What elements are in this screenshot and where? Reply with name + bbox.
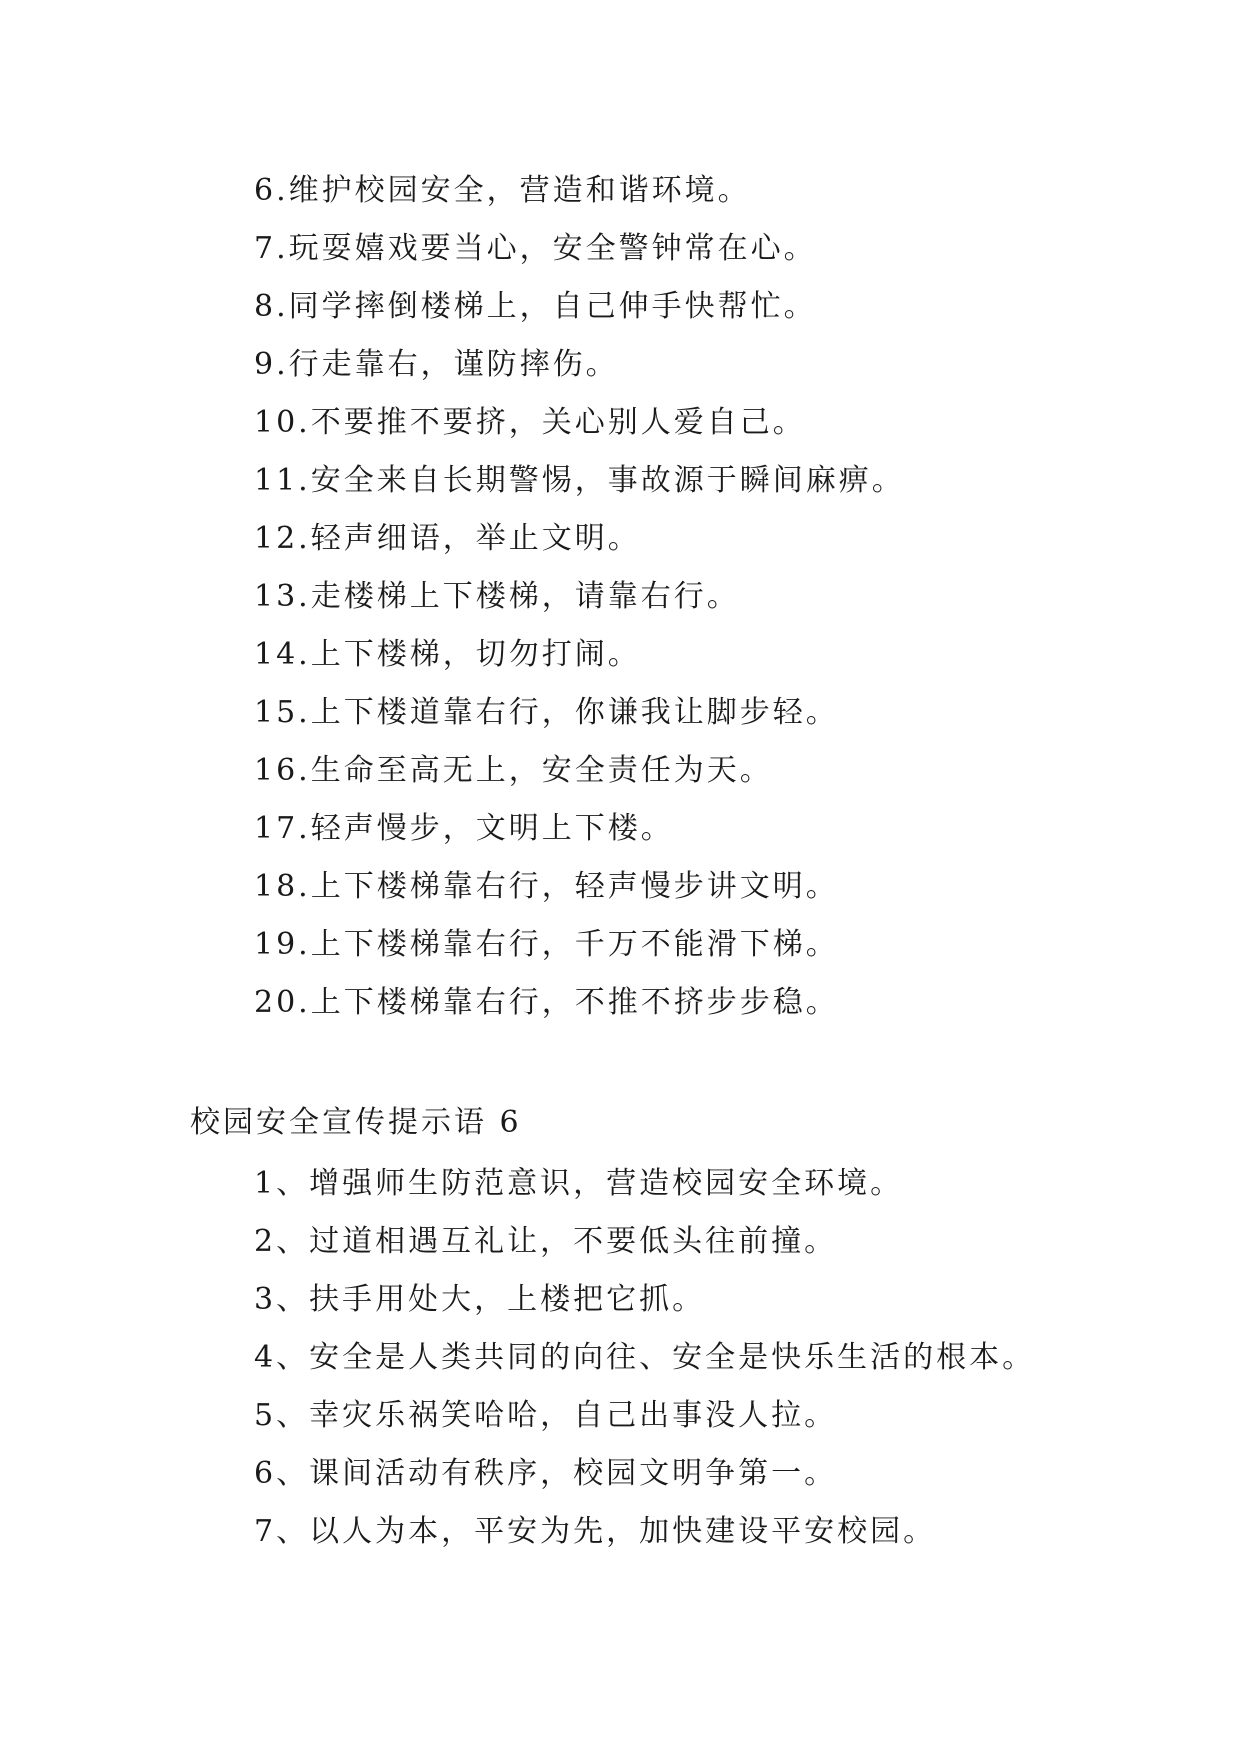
list-item: 14.上下楼梯，切勿打闹。 [254,637,641,672]
list-item: 11.安全来自长期警惕，事故源于瞬间麻痹。 [254,463,905,498]
list-item: 8.同学摔倒楼梯上，自己伸手快帮忙。 [254,289,817,324]
list-item: 1、增强师生防范意识，营造校园安全环境。 [254,1166,904,1201]
list-item: 9.行走靠右，谨防摔伤。 [254,347,619,382]
list-item: 7.玩耍嬉戏要当心，安全警钟常在心。 [254,231,817,266]
list-item: 10.不要推不要挤，关心别人爱自己。 [254,405,806,440]
list-item: 19.上下楼梯靠右行，千万不能滑下梯。 [254,927,839,962]
list-item: 17.轻声慢步，文明上下楼。 [254,811,674,846]
list-item: 7、以人为本，平安为先，加快建设平安校园。 [254,1514,937,1549]
list-item: 3、扶手用处大，上楼把它抓。 [254,1282,706,1317]
slogan-list-1 [254,162,905,1032]
section-heading: 校园安全宣传提示语 6 [190,1105,522,1140]
list-item: 2、过道相遇互礼让，不要低头往前撞。 [254,1224,838,1259]
list-item: 6、课间活动有秩序，校园文明争第一。 [254,1456,838,1491]
list-item: 5、幸灾乐祸笑哈哈，自己出事没人拉。 [254,1398,838,1433]
list-item: 20.上下楼梯靠右行，不推不挤步步稳。 [254,985,839,1020]
list-item: 12.轻声细语，举止文明。 [254,521,641,556]
list-item: 6.维护校园安全，营造和谐环境。 [254,173,751,208]
slogan-list-2 [254,1155,1035,1561]
list-item: 18.上下楼梯靠右行，轻声慢步讲文明。 [254,869,839,904]
list-item: 15.上下楼道靠右行，你谦我让脚步轻。 [254,695,839,730]
list-item: 13.走楼梯上下楼梯，请靠右行。 [254,579,740,614]
list-item: 4、安全是人类共同的向往、安全是快乐生活的根本。 [254,1340,1036,1375]
list-item: 16.生命至高无上，安全责任为天。 [254,753,773,788]
